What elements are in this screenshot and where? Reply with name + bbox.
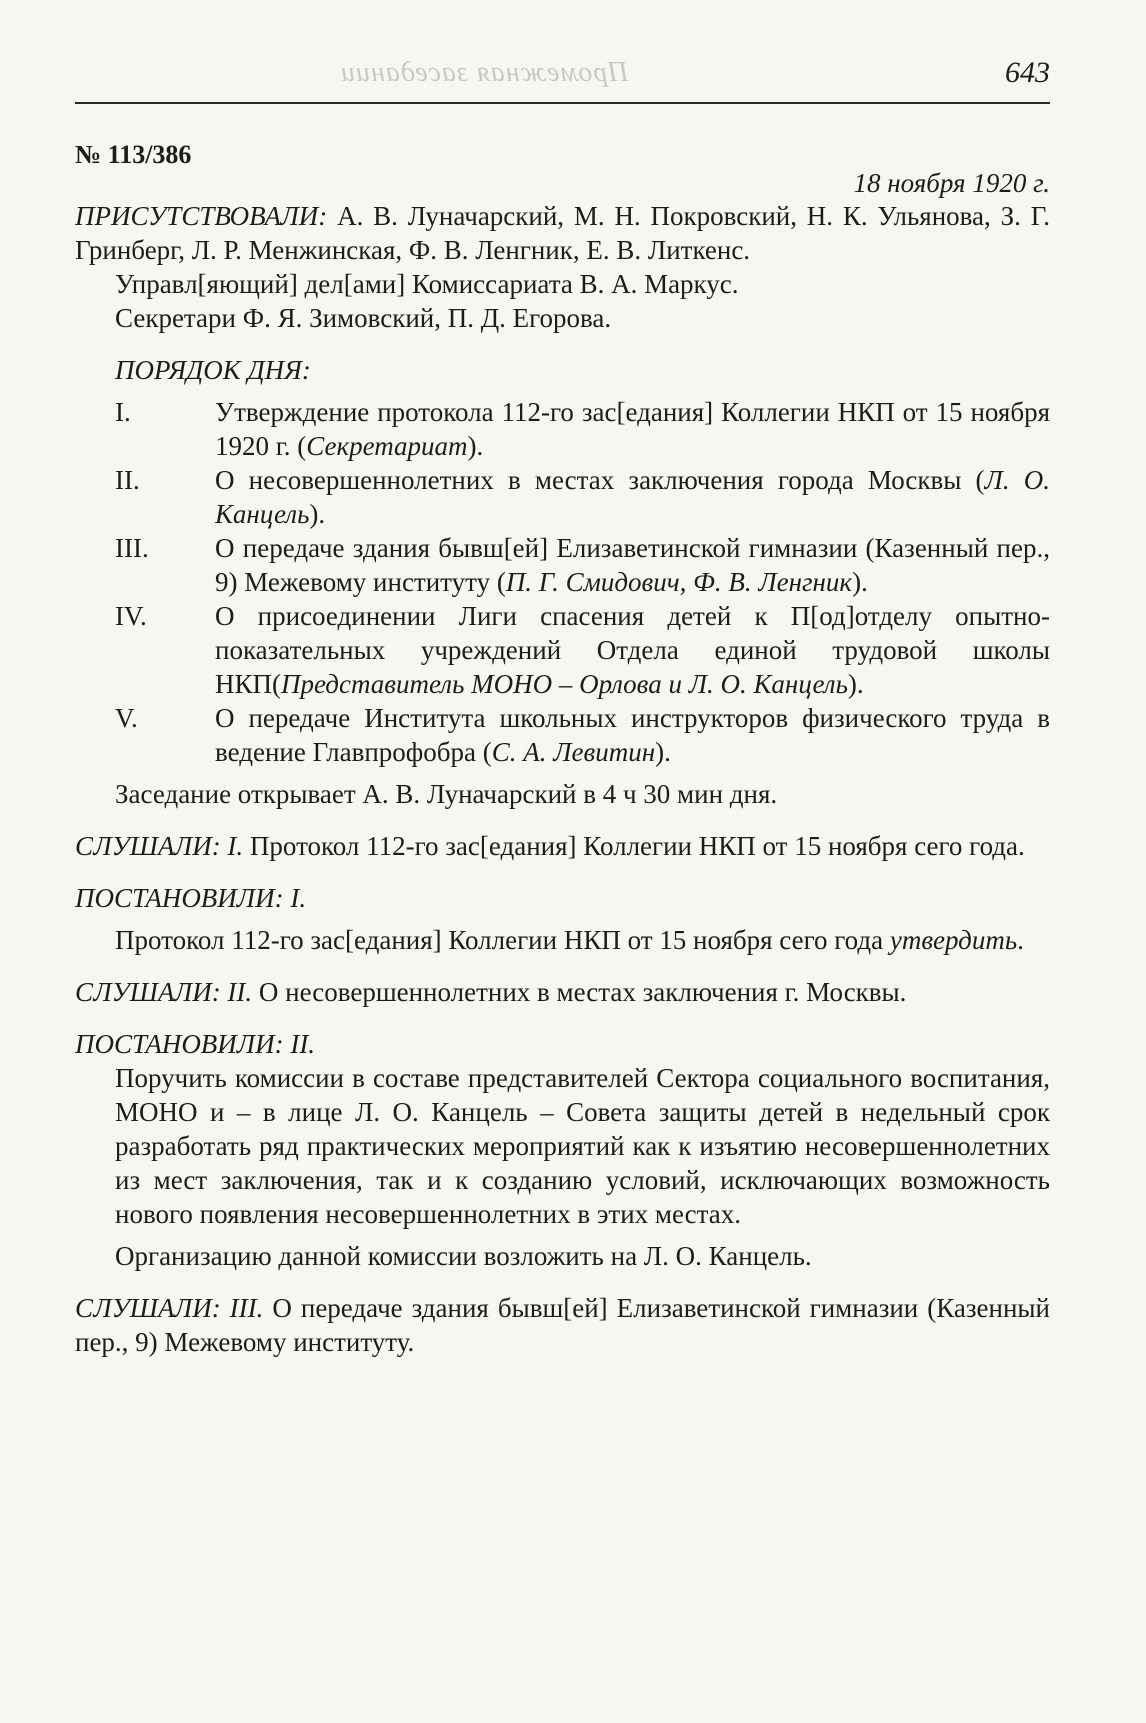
agenda-item: III. О передаче здания бывш[ей] Елизаветинской гимназии (Казенный пер., 9) Межевому институту (П. Г. Смидович, Ф. В. Ленгник). [115, 533, 1050, 597]
agenda-item: V. О передаче Института школьных инструкторов физического труда в ведение Главпрофобра (С. А. Левитин). [115, 703, 1050, 767]
running-header [75, 52, 1050, 104]
page-number: 643 [1005, 56, 1050, 89]
bleed-through-header: Промежная заседании [340, 57, 629, 88]
agenda-item: IV. О присоединении Лиги спасения детей к П[од]отделу опытно-показательных учреждений Отдела единой трудовой школы НКП(Представитель МОНО – Орлова и Л. О. Канцель). [115, 601, 1050, 699]
document-date: 18 ноября 1920 г. [853, 168, 1050, 198]
present-label: ПРИСУТСТВОВАЛИ: [75, 201, 328, 231]
resolved-1-text: Протокол 112-го зас[едания] Коллегии НКП от 15 ноября сего года утвердить. [115, 925, 1024, 955]
document-number: № 113/386 [75, 140, 192, 169]
heard-1: СЛУШАЛИ: I. Протокол 112-го зас[едания] Коллегии НКП от 15 ноября сего года. [75, 831, 1025, 861]
resolved-2-commission: Организацию данной комиссии возложить на Л. О. Канцель. [115, 1241, 812, 1271]
agenda-item: I. Утверждение протокола 112-го зас[едания] Коллегии НКП от 15 ноября 1920 г. (Секретариат). [115, 397, 1050, 461]
present-members: А. В. Луначарский, М. Н. Покровский, Н. К. Ульянова, З. Г. Гринберг, Л. Р. Менжинская, Ф. В. Ленгник, Е. В. Литкенс. [75, 201, 1051, 265]
resolved-1-label: ПОСТАНОВИЛИ: I. [75, 883, 307, 913]
present-paragraph [75, 199, 1050, 267]
agenda-list [75, 395, 1050, 769]
resolved-2-text: Поручить комиссии в составе представителей Сектора социального воспитания, МОНО и – в лице Л. О. Канцель – Совета защиты детей в недельный срок разработать ряд практических мероприятий как к изъятию несовершеннолетних из мест заключения, так и к созданию условий, исключающих возможность нового появления несовершеннолетних в этих местах. [115, 1063, 1050, 1229]
heard-2: СЛУШАЛИ: II. О несовершеннолетних в местах заключения г. Москвы. [75, 977, 907, 1007]
heard-3: СЛУШАЛИ: III. О передаче здания бывш[ей] Елизаветинской гимназии (Казенный пер., 9) Межевому институту. [75, 1293, 1051, 1357]
present-manager: Управл[яющий] дел[ами] Комиссариата В. А. Маркус. [115, 269, 739, 299]
page [75, 52, 1050, 1359]
present-secretaries: Секретари Ф. Я. Зимовский, П. Д. Егорова. [115, 303, 612, 333]
agenda-item: II. О несовершеннолетних в местах заключения города Москвы (Л. О. Канцель). [115, 465, 1050, 529]
opening-line: Заседание открывает А. В. Луначарский в 4 ч 30 мин дня. [115, 779, 778, 809]
resolved-2-label: ПОСТАНОВИЛИ: II. [75, 1029, 316, 1059]
agenda-label: ПОРЯДОК ДНЯ: [115, 355, 311, 385]
